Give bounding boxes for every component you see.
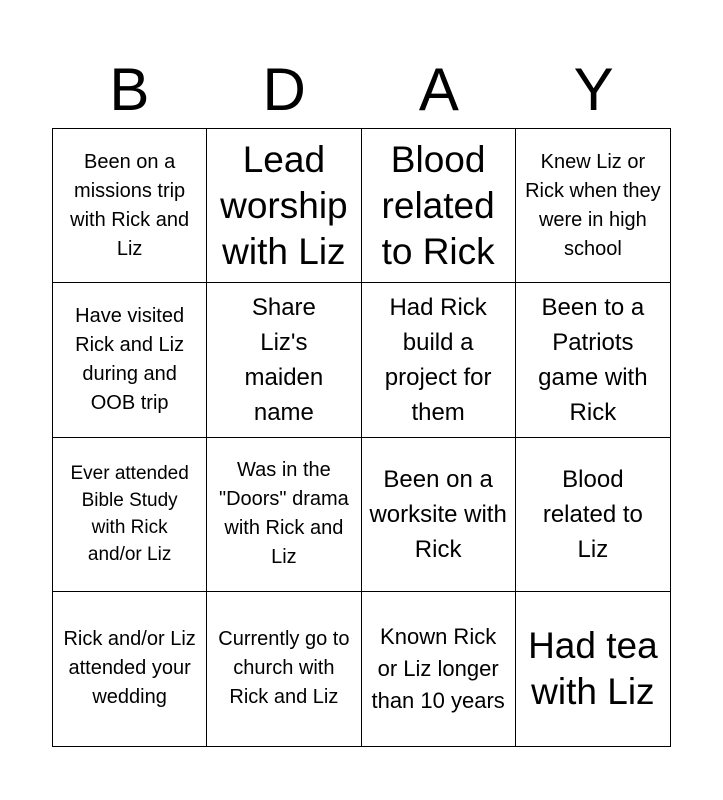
bingo-cell[interactable] [53,129,207,283]
bingo-cell[interactable] [516,592,670,746]
cell-text: Knew Liz or Rick when they were in high school [525,150,661,260]
cell-text: Blood related to Rick [381,138,495,272]
bingo-cell[interactable] [207,129,361,283]
header-letter-y: Y [573,56,614,123]
bingo-cell[interactable] [53,592,207,746]
bingo-cell[interactable] [362,592,516,746]
cell-text: Had Rick build a project for them [384,293,492,426]
bingo-cell[interactable] [516,283,670,437]
cell-text: Been on a worksite with Rick [369,465,507,563]
cell-text: Blood related to Liz [542,465,643,563]
cell-text: Been on a missions trip with Rick and Liz [70,150,190,260]
cell-text: Was in the "Doors" drama with Rick and Liz [218,459,349,569]
header-letter-a: A [418,56,459,123]
bingo-cell[interactable] [207,283,361,437]
cell-text: Been to a Patriots game with Rick [538,293,648,426]
header-letter-b: B [109,56,150,123]
bingo-cell[interactable] [362,129,516,283]
bingo-cell[interactable] [516,129,670,283]
bingo-cell[interactable] [53,283,207,437]
header-letter-d: D [262,56,306,123]
cell-text: Currently go to church with Rick and Liz [218,628,350,709]
bingo-cell[interactable] [362,438,516,592]
cell-text: Had tea with Liz [528,624,658,712]
bingo-cell[interactable] [516,438,670,592]
cell-text: Rick and/or Liz attended your wedding [63,628,196,709]
bingo-cell[interactable] [362,283,516,437]
bingo-grid [52,128,671,747]
cell-text: Lead worship with Liz [220,138,348,272]
cell-text: Share Liz's maiden name [244,293,324,426]
bingo-cell[interactable] [207,438,361,592]
bingo-cell[interactable] [53,438,207,592]
cell-text: Ever attended Bible Study with Rick and/or Liz [70,463,189,566]
cell-text: Known Rick or Liz longer than 10 years [371,623,505,713]
bingo-header [52,52,671,128]
cell-text: Have visited Rick and Liz during and OOB trip [75,304,185,414]
bingo-cell[interactable] [207,592,361,746]
